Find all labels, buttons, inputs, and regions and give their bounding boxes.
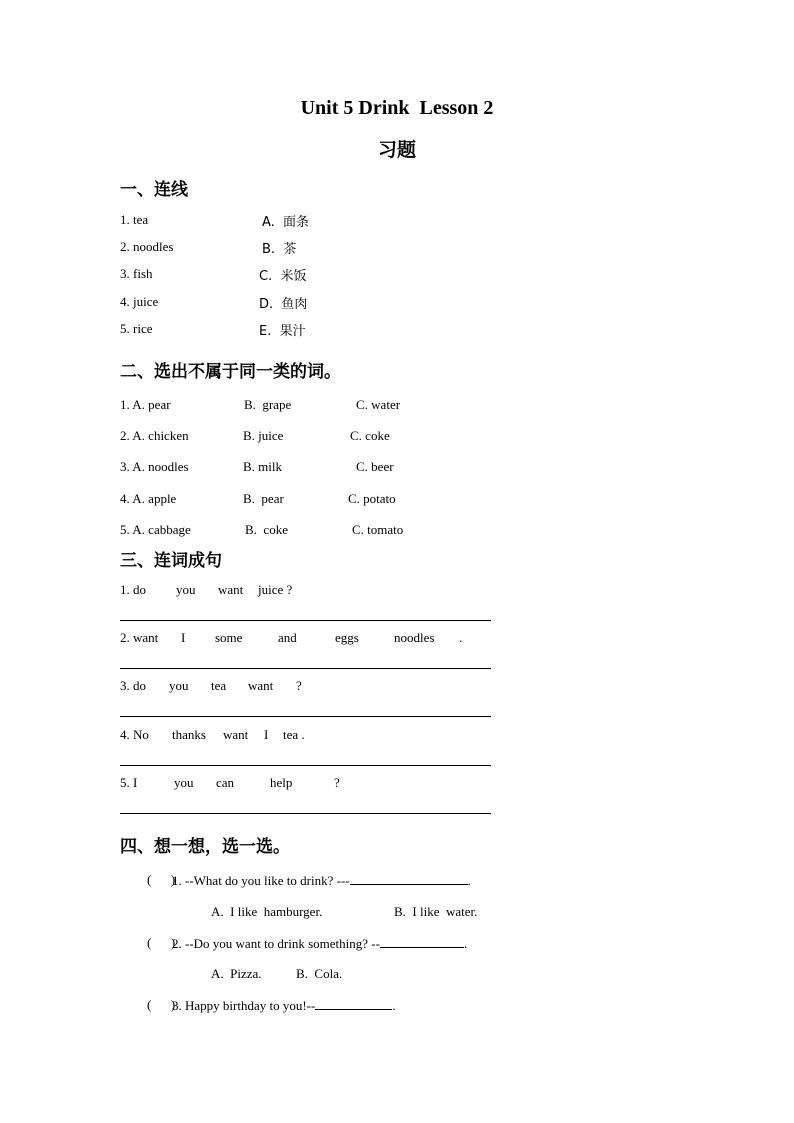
answer-blank[interactable]	[380, 935, 464, 948]
word: juice ?	[258, 582, 293, 597]
option-a: 1. A. pear	[120, 397, 171, 412]
matching-right-item: A. 面条	[262, 215, 310, 230]
option-a: 3. A. noodles	[120, 459, 189, 474]
word: 2. want	[120, 630, 159, 645]
answer-paren[interactable]: ( )	[147, 997, 176, 1012]
word: I	[181, 630, 186, 645]
matching-left-item: 1. tea	[120, 212, 149, 227]
choice-a: A. I like hamburger.	[211, 904, 323, 919]
option-b: B. milk	[243, 459, 283, 474]
word: want	[248, 678, 274, 693]
matching-right-item: B. 茶	[262, 242, 297, 257]
section-4-heading: 四、想一想，选一选。	[120, 837, 290, 857]
word: 5. I	[120, 775, 138, 790]
matching-left-item: 3. fish	[120, 266, 153, 281]
word: some	[215, 630, 243, 645]
word: eggs	[335, 630, 359, 645]
word: I	[264, 727, 269, 742]
word: you	[169, 678, 189, 693]
word: can	[216, 775, 235, 790]
matching-right-item: E. 果汁	[259, 324, 306, 339]
word: want	[223, 727, 249, 742]
word: you	[174, 775, 194, 790]
matching-left-item: 2. noodles	[120, 239, 174, 254]
word: ?	[334, 775, 340, 790]
word: 3. do	[120, 678, 146, 693]
option-b: B. grape	[244, 397, 292, 412]
word: 4. No	[120, 727, 149, 742]
answer-paren[interactable]: ( )	[147, 872, 176, 887]
question-text: 3. Happy birthday to you!-- .	[172, 998, 396, 1013]
word: .	[459, 630, 463, 645]
matching-left-item: 4. juice	[120, 294, 159, 309]
answer-line[interactable]	[120, 716, 491, 717]
word: ?	[296, 678, 302, 693]
answer-line[interactable]	[120, 765, 491, 766]
answer-line[interactable]	[120, 813, 491, 814]
option-a: 2. A. chicken	[120, 428, 189, 443]
answer-line[interactable]	[120, 620, 491, 621]
word: noodles	[394, 630, 435, 645]
choice-b: B. I like water.	[394, 904, 478, 919]
matching-right-item: D. 鱼肉	[259, 297, 308, 312]
option-b: B. pear	[243, 491, 284, 506]
word: thanks	[172, 727, 206, 742]
word: 1. do	[120, 582, 146, 597]
option-b: B. juice	[243, 428, 284, 443]
option-b: B. coke	[245, 522, 288, 537]
word: and	[278, 630, 297, 645]
matching-right-item: C. 米饭	[259, 269, 307, 284]
answer-paren[interactable]: ( )	[147, 935, 176, 950]
word: you	[176, 582, 196, 597]
option-c: C. beer	[356, 459, 394, 474]
option-c: C. coke	[350, 428, 390, 443]
option-a: 4. A. apple	[120, 491, 177, 506]
word: tea	[211, 678, 227, 693]
option-c: C. tomato	[352, 522, 404, 537]
word: help	[270, 775, 293, 790]
option-c: C. potato	[348, 491, 396, 506]
question-text: 1. --What do you like to drink? --- .	[172, 873, 471, 888]
page-title: Unit 5 Drink Lesson 2	[300, 97, 494, 119]
word: want	[218, 582, 244, 597]
option-a: 5. A. cabbage	[120, 522, 191, 537]
choice-b: B. Cola.	[296, 966, 343, 981]
section-1-heading: 一、连线	[120, 180, 188, 200]
word: tea .	[283, 727, 305, 742]
answer-line[interactable]	[120, 668, 491, 669]
option-c: C. water	[356, 397, 401, 412]
answer-blank[interactable]	[315, 997, 392, 1010]
page-subtitle: 习题	[377, 140, 416, 161]
answer-blank[interactable]	[350, 872, 468, 885]
section-2-heading: 二、选出不属于同一类的词。	[120, 362, 341, 382]
choice-a: A. Pizza.	[211, 966, 262, 981]
matching-left-item: 5. rice	[120, 321, 153, 336]
question-text: 2. --Do you want to drink something? -- .	[172, 936, 468, 951]
section-3-heading: 三、连词成句	[120, 551, 222, 571]
